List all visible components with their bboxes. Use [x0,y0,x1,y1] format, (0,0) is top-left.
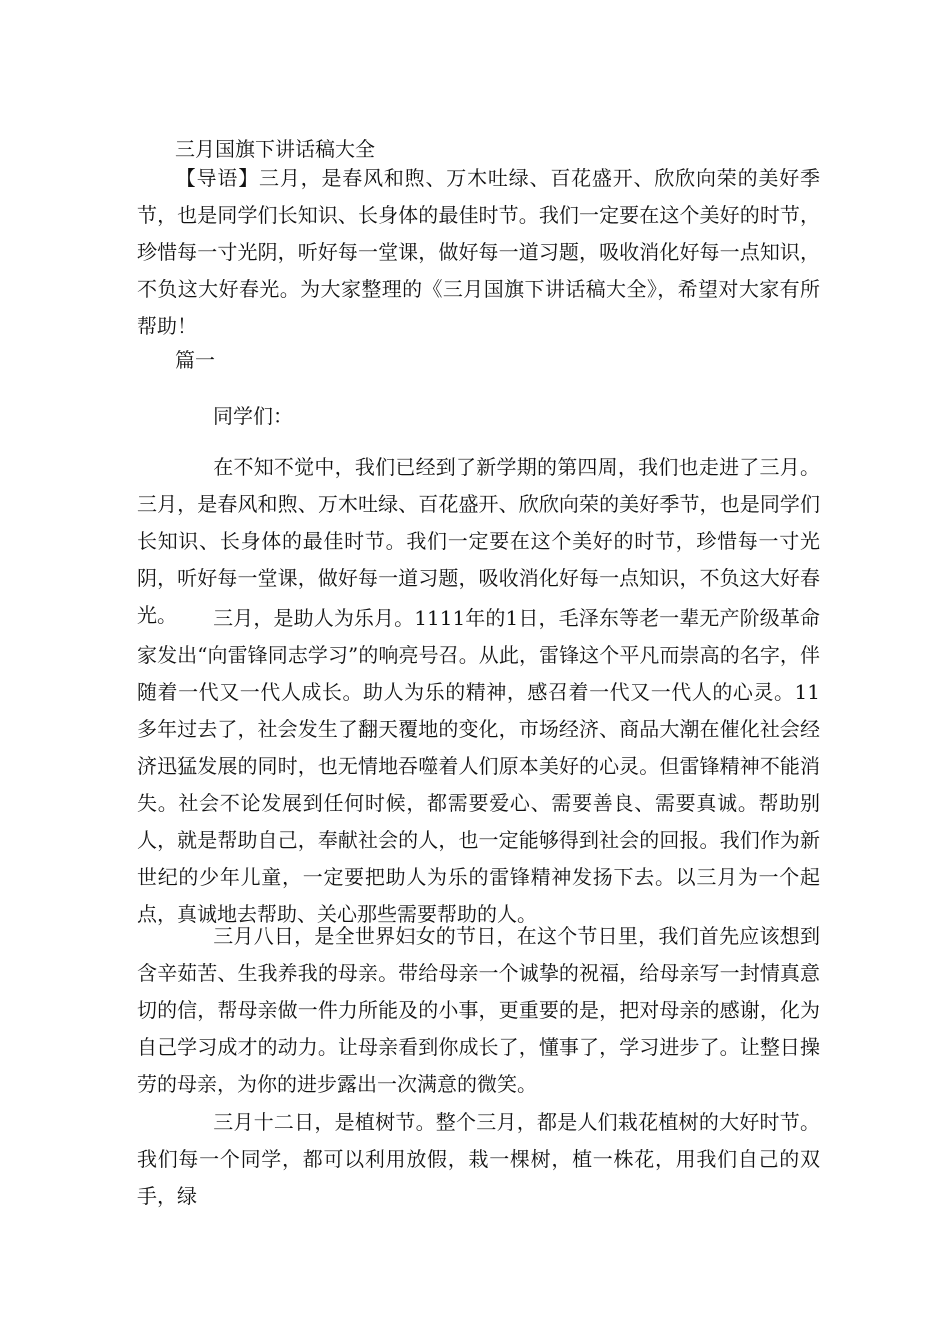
greeting: 同学们： [213,404,293,428]
paragraph-4-text: 三月十二日，是植树节。整个三月，都是人们栽花植树的大好时节。我们每一个同学，都可以利用放假，栽一棵树，植一株花，用我们自己的双手，绿 [137,1110,820,1208]
paragraph-1-text: 在不知不觉中，我们已经到了新学期的第四周，我们也走进了三月。三月，是春风和煦、万木吐绿、百花盛开、欣欣向荣的美好季节，也是同学们长知识、长身体的最佳时节。我们一定要在这个美好的时节，珍惜每一寸光阴，听好每一堂课，做好每一道习题，吸收消化好每一点知识，不负这大好春光。 [137,455,820,627]
document-title: 三月国旗下讲话稿大全 [175,137,375,161]
paragraph-2 [137,600,820,933]
paragraph-4 [137,1104,820,1215]
paragraph-3 [137,918,820,1103]
intro-paragraph [137,160,820,345]
section-title: 篇一 [175,348,215,372]
paragraph-3-text: 三月八日，是全世界妇女的节日，在这个节日里，我们首先应该想到含辛茹苦、生我养我的母亲。带给母亲一个诚挚的祝福，给母亲写一封情真意切的信，帮母亲做一件力所能及的小事，更重要的是，把对母亲的感谢，化为自己学习成才的动力。让母亲看到你成长了，懂事了，学习进步了。让整日操劳的母亲，为你的进步露出一次满意的微笑。 [137,924,820,1096]
paragraph-2-text: 三月，是助人为乐月。1111年的1日，毛泽东等老一辈无产阶级革命家发出“向雷锋同志学习”的响亮号召。从此，雷锋这个平凡而崇高的名字，伴随着一代又一代人成长。助人为乐的精神，感召着一代又一代人的心灵。11多年过去了，社会发生了翻天覆地的变化，市场经济、商品大潮在催化社会经济迅猛发展的同时，也无情地吞噬着人们原本美好的心灵。但雷锋精神不能消失。社会不论发展到任何时候，都需要爱心、需要善良、需要真诚。帮助别人，就是帮助自己，奉献社会的人，也一定能够得到社会的回报。我们作为新世纪的少年儿童，一定要把助人为乐的雷锋精神发扬下去。以三月为一个起点，真诚地去帮助、关心那些需要帮助的人。 [137,606,820,926]
intro-text: 【导语】三月，是春风和煦、万木吐绿、百花盛开、欣欣向荣的美好季节，也是同学们长知识、长身体的最佳时节。我们一定要在这个美好的时节，珍惜每一寸光阴，听好每一堂课，做好每一道习题，吸收消化好每一点知识，不负这大好春光。为大家整理的《三月国旗下讲话稿大全》，希望对大家有所帮助！ [137,166,820,338]
